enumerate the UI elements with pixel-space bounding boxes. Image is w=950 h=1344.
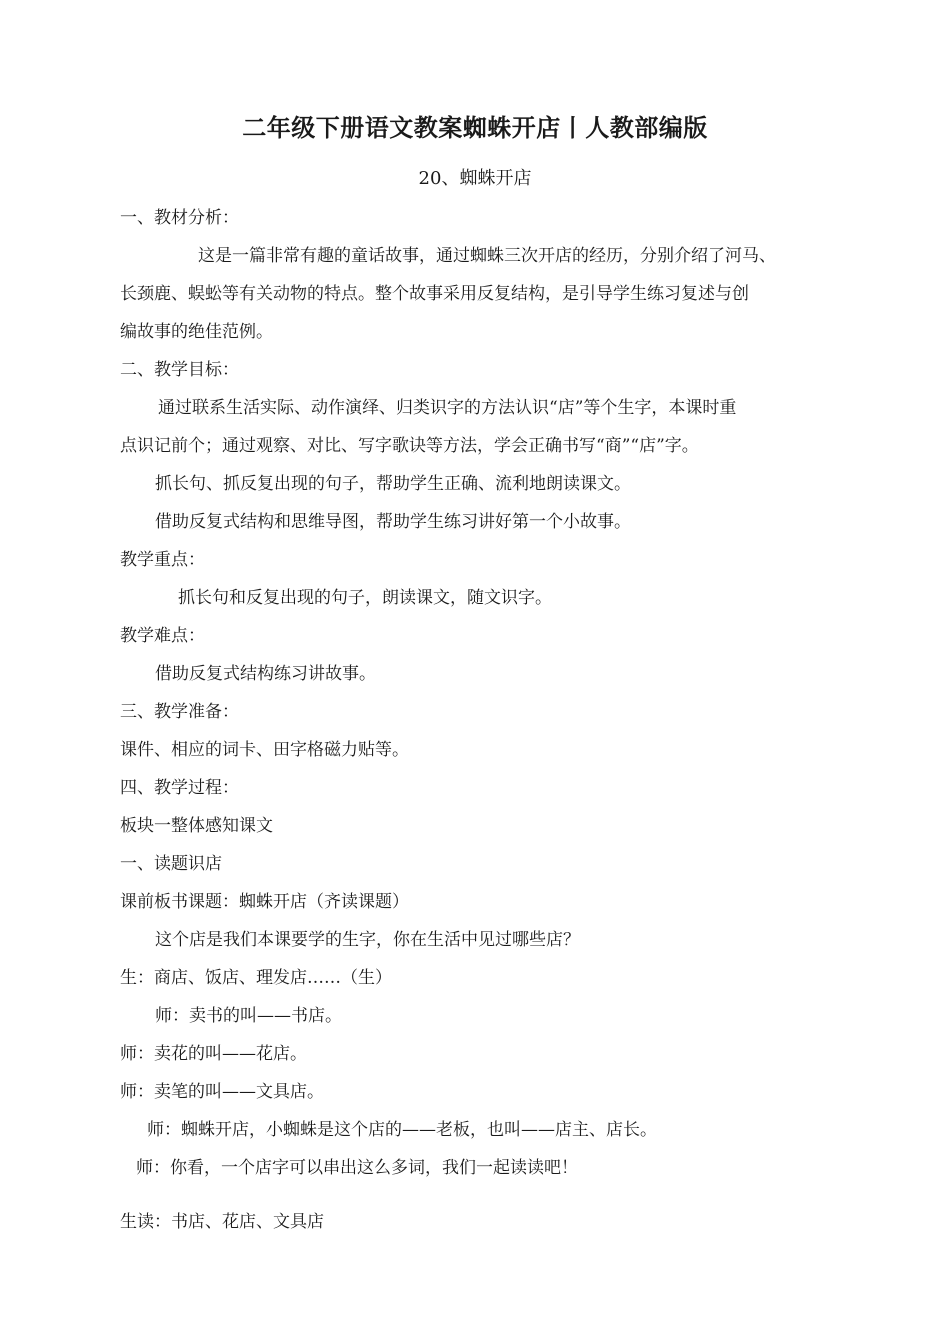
section-heading: 二、教学目标： xyxy=(120,360,239,380)
paragraph-line: 借助反复式结构和思维导图，帮助学生练习讲好第一个小故事。 xyxy=(155,512,631,532)
paragraph-line: 板块一整体感知课文 xyxy=(120,816,273,836)
dialogue-line: 师：卖花的叫——花店。 xyxy=(120,1044,307,1064)
paragraph-line: 抓长句和反复出现的句子，朗读课文，随文识字。 xyxy=(178,588,552,608)
paragraph-line: 编故事的绝佳范例。 xyxy=(120,322,273,342)
paragraph-line: 课件、相应的词卡、田字格磁力贴等。 xyxy=(120,740,409,760)
section-heading: 三、教学准备： xyxy=(120,702,239,722)
section-heading: 教学难点： xyxy=(120,626,205,646)
dialogue-line: 生读：书店、花店、文具店 xyxy=(120,1212,324,1232)
paragraph-line: 这个店是我们本课要学的生字，你在生活中见过哪些店？ xyxy=(155,930,580,950)
dialogue-line: 师：卖笔的叫——文具店。 xyxy=(120,1082,324,1102)
paragraph-line: 抓长句、抓反复出现的句子，帮助学生正确、流利地朗读课文。 xyxy=(155,474,631,494)
section-heading: 教学重点： xyxy=(120,550,205,570)
lesson-title: 20、蜘蛛开店 xyxy=(418,168,532,189)
section-heading: 一、教材分析： xyxy=(120,208,239,228)
paragraph-line: 借助反复式结构练习讲故事。 xyxy=(155,664,376,684)
paragraph-line: 点识记前个；通过观察、对比、写字歌诀等方法，学会正确书写“商”“店”字。 xyxy=(120,436,699,456)
paragraph-line: 长颈鹿、蜈蚣等有关动物的特点。整个故事采用反复结构，是引导学生练习复述与创 xyxy=(120,284,749,304)
paragraph-line: 通过联系生活实际、动作演绎、归类识字的方法认识“店”等个生字，本课时重 xyxy=(158,398,737,418)
dialogue-line: 师：卖书的叫——书店。 xyxy=(155,1006,342,1026)
paragraph-line: 一、读题识店 xyxy=(120,854,222,874)
dialogue-line: 生：商店、饭店、理发店……（生） xyxy=(120,968,392,988)
paragraph-line: 课前板书课题：蜘蛛开店（齐读课题） xyxy=(120,892,409,912)
dialogue-line: 师：你看，一个店字可以串出这么多词，我们一起读读吧！ xyxy=(136,1158,578,1178)
document-title: 二年级下册语文教案蜘蛛开店丨人教部编版 xyxy=(242,114,708,142)
dialogue-line: 师：蜘蛛开店，小蜘蛛是这个店的——老板，也叫——店主、店长。 xyxy=(147,1120,657,1140)
section-heading: 四、教学过程： xyxy=(120,778,239,798)
paragraph-line: 这是一篇非常有趣的童话故事，通过蜘蛛三次开店的经历，分别介绍了河马、 xyxy=(198,246,776,266)
